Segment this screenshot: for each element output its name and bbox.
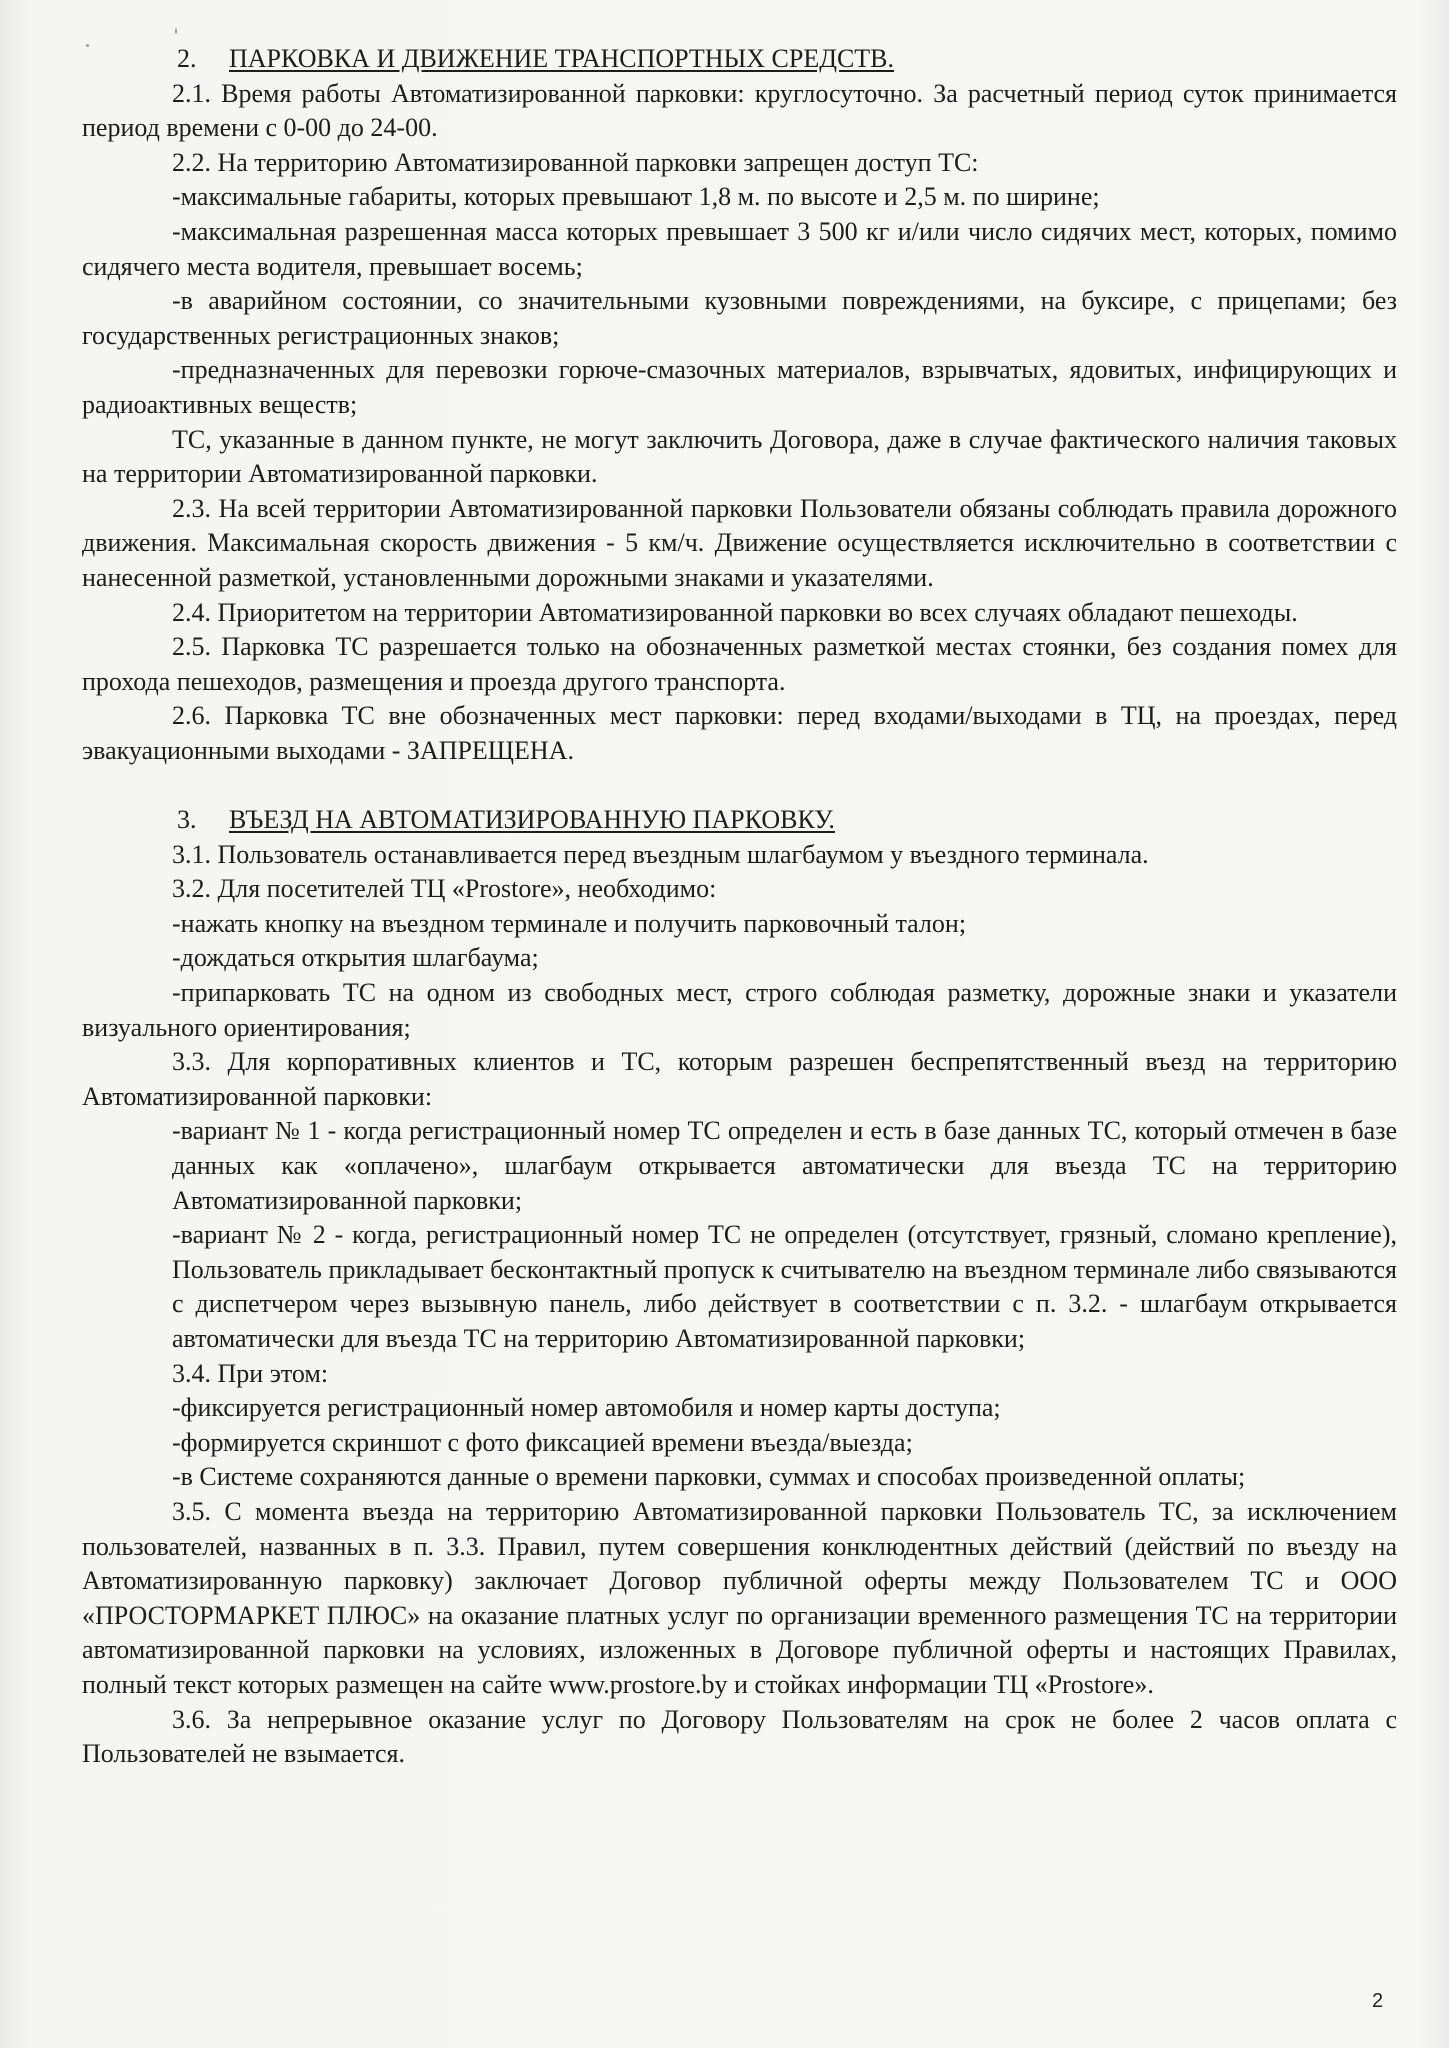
clause-3-4-item: -фиксируется регистрационный номер автомобиля и номер карты доступа; <box>172 1393 1001 1423</box>
clause-3-3: 3.3. Для корпоративных клиентов и ТС, которым разрешен беспрепятственный въезд на территорию Автоматизированной парковки: <box>82 1047 1397 1111</box>
clause-2-1: 2.1. Время работы Автоматизированной парковки: круглосуточно. За расчетный период суток принимается период времени с 0-00 до 24-00. <box>82 78 1397 143</box>
clause-2-3: 2.3. На всей территории Автоматизированной парковки Пользователи обязаны соблюдать правила дорожного движения. Максимальная скорость движения - 5 км/ч. Движение осуществляется исключительно в соответствии с нанесенной разметкой, установленными дорожными знаками и указателями. <box>82 493 1397 592</box>
clause-2-5: 2.5. Парковка ТС разрешается только на обозначенных разметкой местах стоянки, без создания помех для прохода пешеходов, размещения и проезда другого транспорта. <box>82 632 1397 696</box>
clause-3-2-item: -припарковать ТС на одном из свободных мест, строго соблюдая разметку, дорожные знаки и указатели визуального ориентирования; <box>82 978 1397 1042</box>
clause-3-4: 3.4. При этом: <box>172 1358 329 1388</box>
clause-3-3-variant-1: -вариант № 1 - когда регистрационный номер ТС определен и есть в базе данных ТС, который отмечен в базе данных как «оплачено», шлагбаум открывается автоматически для въезда ТС на территорию Автоматизированной парковки; <box>172 1116 1397 1215</box>
clause-3-2-item: -дождаться открытия шлагбаума; <box>172 943 539 973</box>
section-title: ВЪЕЗД НА АВТОМАТИЗИРОВАННУЮ ПАРКОВКУ. <box>229 805 835 835</box>
section-2-heading <box>82 42 1397 77</box>
clause-2-2-note: ТС, указанные в данном пункте, не могут заключить Договора, даже в случае фактического наличия таковых на территории Автоматизированной парковки. <box>82 424 1397 489</box>
clause-3-2: 3.2. Для посетителей ТЦ «Prostore», необходимо: <box>172 874 717 904</box>
document-body <box>82 42 1397 1772</box>
clause-3-1: 3.1. Пользователь останавливается перед въездным шлагбаумом у въездного терминала. <box>172 839 1149 869</box>
page-number: 2 <box>1372 1990 1384 2012</box>
section-gap <box>82 768 1397 803</box>
section-number: 3. <box>177 805 197 835</box>
clause-2-6: 2.6. Парковка ТС вне обозначенных мест парковки: перед входами/выходами в ТЦ, на проездах, перед эвакуационными выходами - ЗАПРЕЩЕНА. <box>82 701 1397 765</box>
section-3-heading <box>82 803 1397 838</box>
clause-3-4-item: -формируется скриншот с фото фиксацией времени въезда/выезда; <box>172 1427 913 1457</box>
clause-3-3-variant-2: -вариант № 2 - когда, регистрационный номер ТС не определен (отсутствует, грязный, сломано крепление), Пользователь прикладывает бесконтактный пропуск к считывателю на въездном терминале либо связываются с диспетчером через вызывную панель, либо действует в соответствии с п. 3.2. - шлагбаум открывается автоматически для въезда ТС на территорию Автоматизированной парковки; <box>172 1220 1397 1353</box>
clause-2-2-item: -максимальная разрешенная масса которых превышает 3 500 кг и/или число сидячих мест, которых, помимо сидячего места водителя, превышает восемь; <box>82 216 1397 281</box>
clause-3-5: 3.5. С момента въезда на территорию Автоматизированной парковки Пользователь ТС, за исключением пользователей, названных в п. 3.3. Правил, путем совершения конклюдентных действий (действий по въезду на Автоматизированную парковку) заключает Договор публичной оферты между Пользователем ТС и ООО «ПРОСТОРМАРКЕТ ПЛЮС» на оказание платных услуг по организации временного размещения ТС на территории автоматизированной парковки на условиях, изложенных в Договоре публичной оферты и настоящих Правилах, полный текст которых размещен на сайте www.prostore.by и стойках информации ТЦ «Prostore». <box>82 1496 1397 1699</box>
clause-2-2: 2.2. На территорию Автоматизированной парковки запрещен доступ ТС: <box>172 147 979 177</box>
scan-speck <box>175 28 177 34</box>
section-number: 2. <box>177 44 197 73</box>
clause-3-6: 3.6. За непрерывное оказание услуг по Договору Пользователям на срок не более 2 часов оплата с Пользователей не взымается. <box>82 1704 1397 1769</box>
clause-3-4-item: -в Системе сохраняются данные о времени парковки, суммах и способах произведенной оплаты; <box>172 1462 1246 1492</box>
section-title: ПАРКОВКА И ДВИЖЕНИЕ ТРАНСПОРТНЫХ СРЕДСТВ. <box>229 44 895 73</box>
clause-2-2-item: -максимальные габариты, которых превышают 1,8 м. по высоте и 2,5 м. по ширине; <box>172 182 1100 212</box>
clause-3-2-item: -нажать кнопку на въездном терминале и получить парковочный талон; <box>172 908 967 938</box>
clause-2-2-item: -в аварийном состоянии, со значительными кузовными повреждениями, на буксире, с прицепами; без государственных регистрационных знаков; <box>82 286 1397 350</box>
clause-2-2-item: -предназначенных для перевозки горюче-смазочных материалов, взрывчатых, ядовитых, инфицирующих и радиоактивных веществ; <box>82 355 1397 419</box>
clause-2-4: 2.4. Приоритетом на территории Автоматизированной парковки во всех случаях обладают пешеходы. <box>172 597 1298 627</box>
